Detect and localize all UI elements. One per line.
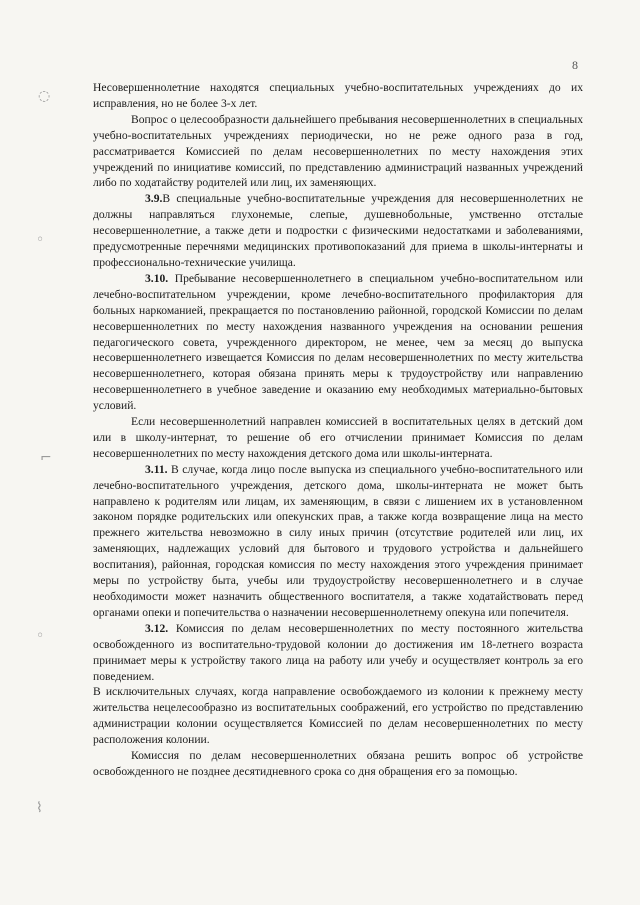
paragraph-3-11: 3.11. В случае, когда лицо после выпуска из специального учебно-воспитательного или лечебно-воспитательного учреждения, детского дома, школы-интерната не может быть направлено к родителям или лицам, их заменяющим, в связи с лишением их в установленном законом порядке родительских или опекунских прав, а также когда возвращение лица на место прежнего жительства невозможно в силу иных причин (отсутствие родителей или лиц, их заменяющих, надлежащих условий для бытового и трудового устройства и дальнейшего воспитания), районная, городская комиссия по месту нахождения этого учреждения принимает меры по устройству быта, учебы или трудоустройству несовершеннолетнего и в случае необходимости может назначить общественного воспитателя, а также ходатайствовать перед органами опеки и попечительства о назначении несовершеннолетнему опекуна или попечителя. [93,462,583,619]
document-body [93,80,583,780]
page-number: 8 [572,58,578,72]
scan-mark-icon: ◌ [38,88,51,104]
paragraph-3-9: 3.9.В специальные учебно-воспитательные учреждения для несовершеннолетних не должны направляться глухонемые, слепые, душевнобольные, умственно отсталые несовершеннолетние, а также дети и подростки с физическими недостатками и заболеваниями, предусмотренные перечнями медицинских противопоказаний для приема в школы-интернаты и профессионально-технические училища. [93,192,583,269]
paragraph-3-12: 3.12. Комиссия по делам несовершеннолетних по месту постоянного жительства освобожденного из воспитательно-трудовой колонии до достижения им 18-летнего возраста принимает меры к устройству такого лица на работу или учебу и осуществляет контроль за его поведением. [93,621,583,683]
section-number: 3.11. [145,462,168,476]
scan-mark-icon: ◦ [36,628,45,644]
paragraph-8: В исключительных случаях, когда направление освобождаемого из колонии к прежнему месту жительства нецелесообразно из воспитательных соображений, его устройство по представлению администрации колонии осуществляется Комиссией по делам несовершеннолетних по месту расположения колонии. [93,685,583,747]
paragraph-1: Несовершеннолетние находятся специальных учебно-воспитательных учреждениях до их исправления, но не более 3-х лет. [93,81,583,110]
paragraph-2: Вопрос о целесообразности дальнейшего пребывания несовершеннолетних в специальных учебно-воспитательных учреждениях периодически, но не реже одного раза в год, рассматривается Комиссией по делам несовершеннолетних по месту нахождения этих учреждений по инициативе комиссий, по представлению администраций названных учреждений либо по ходатайству родителей или лиц, их заменяющих. [93,112,583,190]
paragraph-9: Комиссия по делам несовершеннолетних обязана решить вопрос об устройстве освобожденного не позднее десятидневного срока со дня обращения его за помощью. [93,749,583,778]
scan-mark-icon: ⌇ [36,800,43,816]
section-number: 3.10. [145,271,169,285]
paragraph-5: Если несовершеннолетний направлен комиссией в воспитательных целях в детский дом или в школу-интернат, то решение об его отчислении принимает Комиссия по делам несовершеннолетних по месту нахождения детского дома или школы-интерната. [93,415,583,460]
section-number: 3.9. [145,192,163,206]
scan-mark-icon: ⌐ [40,450,52,466]
section-number: 3.12. [145,621,169,635]
paragraph-3-10: 3.10. Пребывание несовершеннолетнего в специальном учебно-воспитательном или лечебно-воспитательном учреждении, кроме лечебно-воспитательного профилактория для больных наркоманией, прекращается по постановлению районной, городской Комиссии по делам несовершеннолетних по месту нахождения названного учреждения на основании решения педагогического совета, учрежденного директором, не менее, чем за месяц до выпуска несовершеннолетнего извещается Комиссия по делам несовершеннолетних по месту жительства несовершеннолетнего, которая обязана принять меры к трудоустройству или направлению несовершеннолетнего в учебное заведение и оказанию ему необходимых материально-бытовых условий. [93,271,583,413]
scan-mark-icon: ◦ [36,232,45,248]
